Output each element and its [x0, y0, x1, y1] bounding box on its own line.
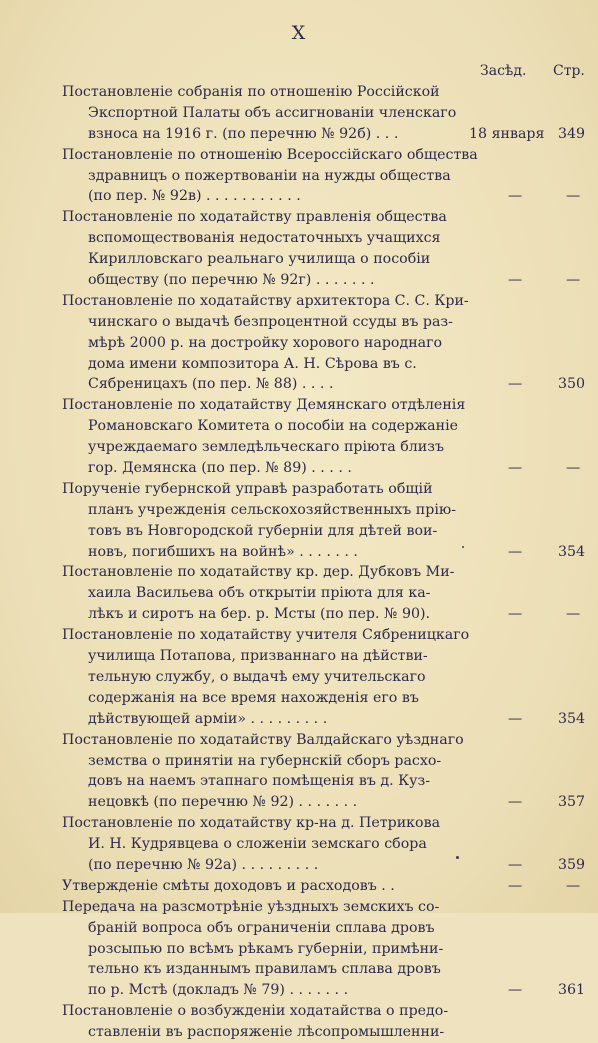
entry-session-date: —: [508, 460, 523, 477]
entry-line: [0, 1022, 598, 1043]
entry-line: [0, 186, 598, 207]
entry-line-text: дѣйствующей арміи» . . . . . . . . .: [88, 710, 328, 727]
entry-line: [0, 876, 598, 897]
table-of-contents: [0, 82, 598, 1043]
entry-page-number: 350: [558, 376, 586, 393]
toc-entry: [0, 479, 598, 563]
entry-line: [0, 542, 598, 563]
entry-page-number: —: [566, 272, 581, 289]
entry-line-text: по р. Мстѣ (докладъ № 79) . . . . . . .: [88, 982, 349, 999]
entry-line-text: Постановленіе о возбужденіи ходатайства о предо-: [62, 1003, 449, 1020]
entry-line: [0, 228, 598, 249]
entry-line: [0, 333, 598, 354]
entry-line-text: мѣрѣ 2000 р. на достройку хорового народнаго: [88, 334, 443, 351]
entry-line-text: гор. Демянска (по пер. № 89) . . . . .: [88, 460, 352, 477]
entry-line-text: Романовскаго Комитета о пособіи на содержаніе: [88, 418, 459, 435]
entry-line-text: браній вопроса объ ограниченіи сплава дровъ: [88, 919, 435, 936]
entry-page-number: —: [566, 460, 581, 477]
entry-line-text: Экспортной Палаты объ ассигнованіи членскаго: [88, 104, 457, 121]
entry-session-date: —: [508, 188, 523, 205]
entry-line: [0, 82, 598, 103]
column-header-page: Стр.: [553, 63, 585, 79]
entry-line-text: Постановленіе по ходатайству кр-на д. Петрикова: [62, 815, 441, 832]
entry-line-text: лѣкъ и сиротъ на бер. р. Мсты (по пер. № 90).: [88, 606, 431, 623]
entry-session-date: —: [508, 710, 523, 727]
entry-session-date: —: [508, 794, 523, 811]
entry-line-text: Постановленіе собранія по отношенію Россійской: [62, 84, 440, 100]
entry-session-date: —: [508, 272, 523, 289]
entry-page-number: —: [566, 606, 581, 623]
entry-session-date: —: [508, 606, 523, 623]
entry-line-text: Постановленіе по отношенію Всероссійскаго общества: [62, 146, 478, 163]
entry-line-text: ставленіи въ распоряженіе лѣсопромышленни-: [88, 1024, 445, 1041]
entry-line: [0, 291, 598, 312]
entry-line: [0, 709, 598, 730]
entry-line: [0, 918, 598, 939]
page-number: X: [291, 22, 307, 44]
entry-session-date: 18 января: [469, 125, 545, 142]
entry-line-text: Сябреницахъ (по пер. № 88) . . . .: [88, 376, 334, 393]
toc-entry: [0, 813, 598, 876]
entry-line: [0, 521, 598, 542]
entry-page-number: 359: [558, 856, 586, 873]
entry-line: [0, 249, 598, 270]
entry-line: [0, 103, 598, 124]
entry-line-text: довъ на наемъ этапнаго помѣщенія въ д. Куз-: [88, 773, 430, 790]
paper-speck: [456, 856, 459, 859]
entry-line-text: Постановленіе по ходатайству Демянскаго отдѣленія: [62, 397, 466, 414]
entry-line-text: Постановленіе по ходатайству Валдайскаго уѣзднаго: [62, 731, 464, 748]
entry-line: [0, 792, 598, 813]
toc-entry: [0, 897, 598, 1001]
entry-line-text: училища Потапова, призваннаго на дѣйстви-: [88, 648, 428, 665]
entry-line-text: чинскаго о выдачѣ безпроцентной ссуды въ раз-: [88, 313, 453, 330]
entry-line-text: планъ учрежденія сельскохозяйственныхъ прію-: [88, 501, 457, 518]
entry-page-number: 361: [558, 982, 586, 999]
toc-entry: [0, 291, 598, 395]
entry-line: [0, 730, 598, 751]
entry-page-number: 354: [558, 543, 586, 560]
entry-line: [0, 145, 598, 166]
entry-line: [0, 604, 598, 625]
entry-line-text: хаила Васильева объ открытіи пріюта для ка-: [88, 585, 431, 602]
toc-entry: [0, 625, 598, 729]
entry-line-text: (по перечню № 92а) . . . . . . . . .: [88, 856, 319, 873]
entry-line-text: новъ, погибшихъ на войнѣ» . . . . . . .: [88, 543, 358, 560]
toc-entry: [0, 395, 598, 479]
entry-line: [0, 166, 598, 187]
entry-line-text: обществу (по перечню № 92г) . . . . . . .: [88, 272, 375, 289]
entry-line-text: здравницъ о пожертвованіи на нужды общества: [88, 167, 451, 184]
entry-line: [0, 646, 598, 667]
entry-line: [0, 124, 598, 145]
entry-line: [0, 583, 598, 604]
entry-line: [0, 1001, 598, 1022]
entry-line-text: Утвержденіе смѣты доходовъ и расходовъ . .: [62, 877, 395, 894]
entry-line-text: содержанія на все время нахожденія его въ: [88, 689, 419, 706]
entry-line: [0, 834, 598, 855]
entry-line-text: товъ въ Новгородской губерніи для дѣтей вои-: [88, 522, 438, 539]
entry-line: [0, 500, 598, 521]
toc-entry: [0, 876, 598, 897]
entry-line: [0, 270, 598, 291]
entry-page-number: —: [566, 877, 581, 894]
entry-line-text: взноса на 1916 г. (по перечню № 92б) . . .: [88, 125, 399, 142]
paper-speck: [462, 546, 464, 548]
entry-line: [0, 312, 598, 333]
entry-line-text: И. Н. Кудрявцева о сложеніи земскаго сбора: [88, 836, 427, 853]
entry-line: [0, 437, 598, 458]
entry-line-text: тельно къ изданнымъ правиламъ сплава дровъ: [88, 961, 441, 978]
entry-line: [0, 458, 598, 479]
column-header-session: Засѣд.: [480, 63, 527, 79]
entry-session-date: —: [508, 982, 523, 999]
entry-line: [0, 479, 598, 500]
entry-line-text: дома имени композитора А. Н. Сѣрова въ с.: [88, 355, 417, 372]
entry-line-text: учреждаемаго земледѣльческаго пріюта близъ: [88, 439, 444, 456]
entry-line: [0, 751, 598, 772]
entry-line: [0, 771, 598, 792]
entry-session-date: —: [508, 877, 523, 894]
entry-line: [0, 897, 598, 918]
entry-line-text: Кирилловскаго реальнаго училища о пособіи: [88, 251, 431, 268]
entry-page-number: 349: [558, 125, 586, 142]
entry-session-date: —: [508, 376, 523, 393]
entry-line: [0, 939, 598, 960]
entry-session-date: —: [508, 543, 523, 560]
toc-entry: [0, 1001, 598, 1043]
entry-line-text: тельную службу, о выдачѣ ему учительскаго: [88, 668, 426, 685]
entry-line: [0, 667, 598, 688]
entry-line-text: Постановленіе по ходатайству архитектора С. С. Кри-: [62, 292, 469, 309]
toc-entry: [0, 207, 598, 291]
entry-page-number: 357: [558, 794, 586, 811]
entry-line-text: Порученіе губернской управѣ разработать общій: [62, 480, 433, 497]
entry-line: [0, 562, 598, 583]
entry-session-date: —: [508, 856, 523, 873]
toc-entry: [0, 82, 598, 145]
entry-line: [0, 625, 598, 646]
entry-line: [0, 374, 598, 395]
entry-line-text: вспомоществованія недостаточныхъ учащихся: [88, 230, 441, 247]
entry-line: [0, 980, 598, 1001]
entry-line-text: Передача на разсмотрѣніе уѣздныхъ земскихъ со-: [62, 898, 440, 915]
entry-line: [0, 813, 598, 834]
entry-line: [0, 395, 598, 416]
entry-line: [0, 688, 598, 709]
entry-line-text: земства о принятіи на губернскій сборъ расхо-: [88, 752, 442, 769]
entry-line-text: нецовкѣ (по перечню № 92) . . . . . . .: [88, 794, 358, 811]
entry-line-text: (по пер. № 92в) . . . . . . . . . . .: [88, 188, 301, 205]
entry-page-number: —: [566, 188, 581, 205]
entry-line-text: Постановленіе по ходатайству кр. дер. Дубковъ Ми-: [62, 564, 455, 581]
entry-line: [0, 959, 598, 980]
entry-line-text: Постановленіе по ходатайству учителя Сябреницкаго: [62, 627, 470, 644]
entry-line: [0, 207, 598, 228]
entry-line: [0, 855, 598, 876]
toc-entry: [0, 145, 598, 208]
entry-line: [0, 354, 598, 375]
toc-entry: [0, 562, 598, 625]
entry-line-text: Постановленіе по ходатайству правленія общества: [62, 209, 447, 226]
toc-entry: [0, 730, 598, 814]
entry-page-number: 354: [558, 710, 586, 727]
entry-line: [0, 416, 598, 437]
entry-line-text: розсыпью по всѣмъ рѣкамъ губерніи, примѣни-: [88, 940, 444, 957]
